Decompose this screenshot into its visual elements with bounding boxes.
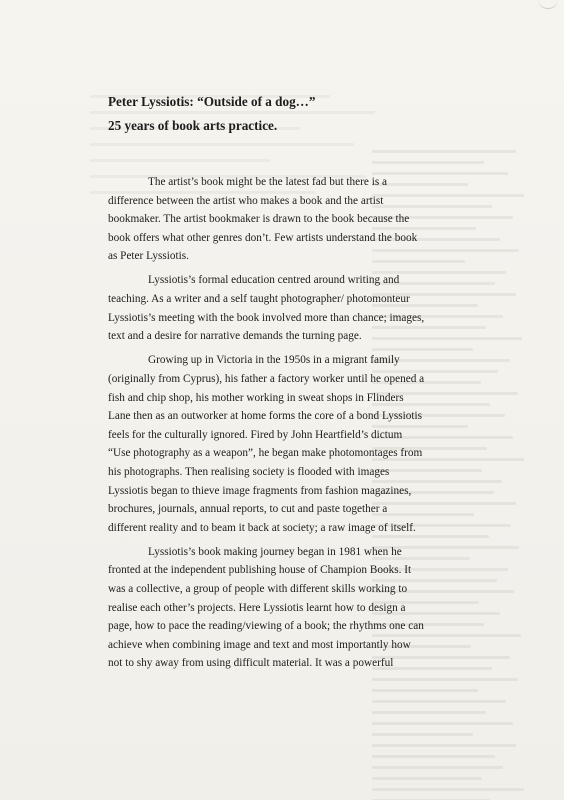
paragraph-line: bookmaker. The artist bookmaker is drawn to the book because the [108,213,410,226]
title-line-2: 25 years of book arts practice. [108,118,278,133]
paragraph-line: Lyssiotis began to thieve image fragments from fashion magazines, [108,484,412,497]
paragraph-line: his photographs. Then realising society is flooded with images [108,465,390,478]
paragraph-line: Lyssiotis’s meeting with the book involved more than chance; images, [108,311,425,324]
title-line-1: Peter Lyssiotis: “Outside of a dog…” [108,94,316,109]
paragraph-line: different reality and to beam it back at society; a raw image of itself. [108,521,416,534]
paragraph-line: as Peter Lyssiotis. [108,250,189,263]
paragraph-line: difference between the artist who makes a book and the artist [108,194,384,207]
paragraph-line: The artist’s book might be the latest fad but there is a [148,176,388,188]
paragraph-line: Lane then as an outworker at home forms the core of a bond Lyssiotis [108,410,422,423]
paragraph-line: text and a desire for narrative demands the turning page. [108,330,362,343]
paragraph-line: Lyssiotis’s book making journey began in 1981 when he [148,545,402,558]
paragraph-line: page, how to pace the reading/viewing of a book; the rhythms one can [108,620,424,633]
paragraph-line: Lyssiotis’s formal education centred around writing and [148,274,400,287]
paragraph-line: book offers what other genres don’t. Few artists understand the book [108,231,418,244]
document-title [108,90,438,138]
paragraph-line: “Use photography as a weapon”, he began make photomontages from [108,447,423,460]
paragraph-line: Growing up in Victoria in the 1950s in a migrant family [148,354,400,367]
page-corner-mark [538,0,558,9]
paragraph-line: fish and chip shop, his mother working in sweat shops in Flinders [108,391,404,404]
paragraph-line: fronted at the independent publishing house of Champion Books. It [108,564,412,577]
paragraph-line: achieve when combining image and text and most importantly how [108,638,411,651]
paragraph [108,271,463,345]
paragraph-line: feels for the culturally ignored. Fired by John Heartfield’s dictum [108,428,403,441]
paragraph [108,351,463,537]
paragraph-line: realise each other’s projects. Here Lyssiotis learnt how to design a [108,601,406,614]
paragraph-line: was a collective, a group of people with different skills working to [108,582,408,595]
paragraph [108,173,463,266]
paragraph-line: not to shy away from using difficult material. It was a powerful [108,657,394,670]
paragraph-line: brochures, journals, annual reports, to cut and paste together a [108,503,388,516]
document-body [108,173,463,673]
paragraph-line: (originally from Cyprus), his father a factory worker until he opened a [108,372,425,385]
paragraph [108,543,463,673]
paragraph-line: teaching. As a writer and a self taught photographer/ photomonteur [108,293,410,306]
